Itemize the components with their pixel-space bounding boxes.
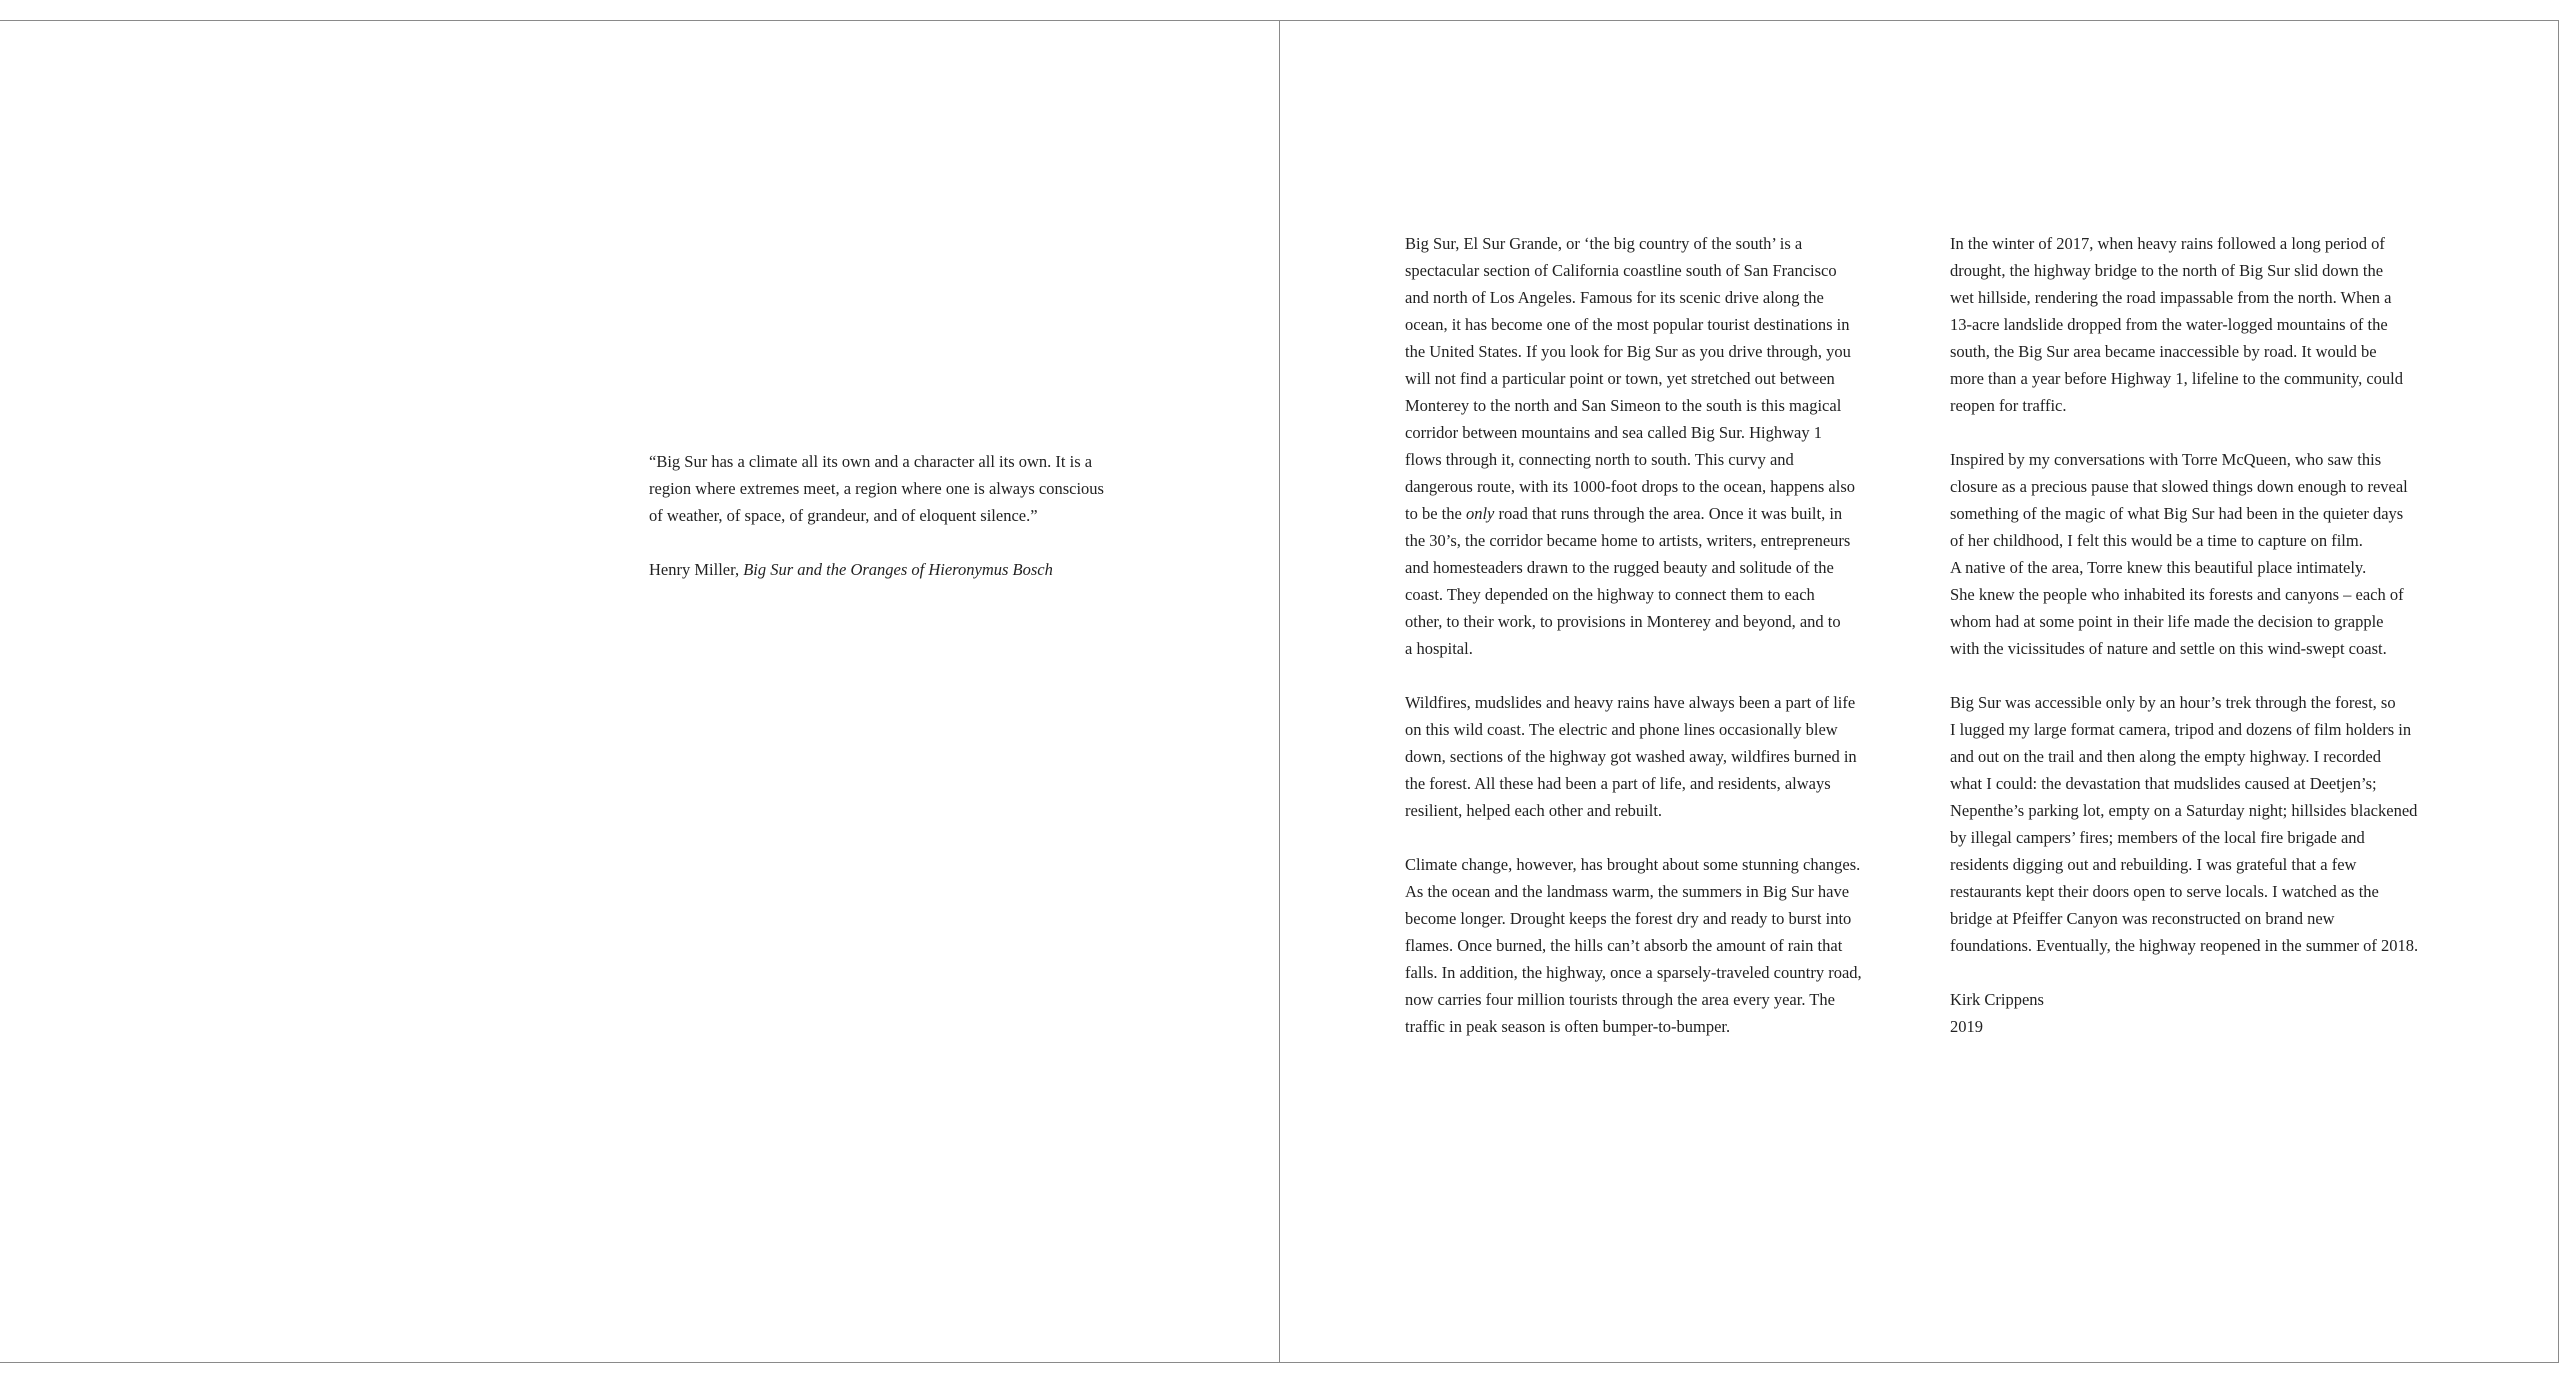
paragraph-2: Wildfires, mudslides and heavy rains have always been a part of life on this wild coast. The electric and phone lines occasionally blew down, sections of the highway got washed away, wildfires burned in the forest. All these had been a part of life, and residents, always resilient, helped each other and rebuilt. [1405,693,1857,820]
emphasis-only: only [1465,504,1495,523]
epigraph-quote: “Big Sur has a climate all its own and a character all its own. It is a region where extremes meet, a region where one is always conscious of weather, of space, of grandeur, and of eloquent silence.” [649,452,1104,525]
paragraph-1: Big Sur, El Sur Grande, or ‘the big country of the south’ is a spectacular section of California coastline south of San Francisco and north of Los Angeles. Famous for its scenic drive along the ocean, it has become one of the most popular tourist destinations in the United States. If you look for Big Sur as you drive through, you will not find a particular point or town, yet stretched out between Monterey to the north and San Simeon to the south is this magical corridor between mountains and sea called Big Sur. Highway 1 flows through it, connecting north to south. This curvy and dangerous route, with its 1000-foot drops to the ocean, happens also to be the only road that runs through the area. Once it was built, in the 30’s, the corridor became home to artists, writers, entrepreneurs and homesteaders drawn to the rugged beauty and solitude of the coast. They depended on the highway to connect them to each other, to their work, to provisions in Monterey and beyond, and to a hospital. [1405,234,1855,658]
paragraph-4: In the winter of 2017, when heavy rains followed a long period of drought, the highway bridge to the north of Big Sur slid down the wet hillside, rendering the road impassable from the north. When a 13-acre landslide dropped from the water-logged mountains of the south, the Big Sur area became inaccessible by road. It would be more than a year before Highway 1, lifeline to the community, could reopen for traffic. [1950,234,2403,415]
paragraph-5: Inspired by my conversations with Torre McQueen, who saw this closure as a precious pause that slowed things down enough to reveal something of the magic of what Big Sur had been in the quieter days of her childhood, I felt this would be a time to capture on film. A native of the area, Torre knew this beautiful place intimately. She knew the people who inhabited its forests and canyons – each of whom had at some point in their life made the decision to grapple with the vicissitudes of nature and settle on this wind-swept coast. [1950,450,2408,658]
epigraph-attribution: Henry Miller, Big Sur and the Oranges of Hieronymus Bosch [649,560,1053,579]
paragraph-6: Big Sur was accessible only by an hour’s trek through the forest, so I lugged my large format camera, tripod and dozens of film holders in and out on the trail and then along the empty highway. I recorded what I could: the devastation that mudslides caused at Deetjen’s; Nepenthe’s parking lot, empty on a Saturday night; hillsides blackened by illegal campers’ fires; members of the local fire brigade and residents digging out and rebuilding. I was grateful that a few restaurants kept their doors open to serve locals. I watched as the bridge at Pfeiffer Canyon was reconstructed on brand new foundations. Eventually, the highway reopened in the summer of 2018. [1950,693,2419,955]
epigraph [649,448,1169,610]
page-edge [2558,20,2559,1363]
essay-column-right [1950,230,2480,1067]
book-title: Big Sur and the Oranges of Hieronymus Bosch [743,560,1053,579]
author-name: Kirk Crippens [1950,990,2044,1009]
signature [1950,986,2480,1040]
paragraph-3: Climate change, however, has brought about some stunning changes. As the ocean and the landmass warm, the summers in Big Sur have become longer. Drought keeps the forest dry and ready to burst into flames. Once burned, the hills can’t absorb the amount of rain that falls. In addition, the highway, once a sparsely-traveled country road, now carries four million tourists through the area every year. The traffic in peak season is often bumper-to-bumper. [1405,855,1862,1036]
signature-year: 2019 [1950,1017,1983,1036]
page-gutter [1279,20,1280,1363]
essay-column-left [1405,230,1925,1067]
